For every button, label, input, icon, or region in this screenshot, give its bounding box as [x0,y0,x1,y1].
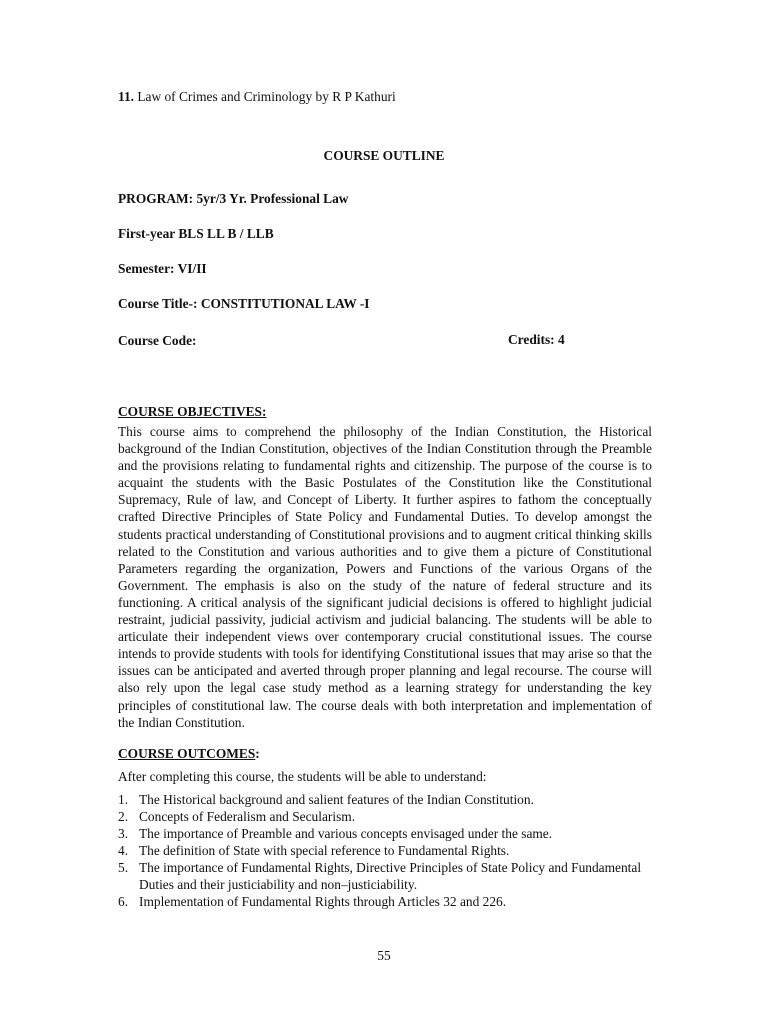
outcomes-list [118,791,652,910]
list-item-text: The importance of Preamble and various concepts envisaged under the same. [139,826,553,841]
list-item [118,893,652,910]
list-item [118,825,652,842]
outcomes-heading: COURSE OUTCOMES [118,746,256,761]
course-outline-heading: COURSE OUTLINE [323,148,445,163]
reference-line [118,88,396,105]
list-item-number: 4. [118,843,129,858]
year-line: First-year BLS LL B / LLB [118,226,274,241]
list-item-text: Implementation of Fundamental Rights through Articles 32 and 226. [139,894,507,909]
list-item [118,791,652,808]
outcomes-intro: After completing this course, the students will be able to understand: [118,769,487,784]
objectives-heading: COURSE OBJECTIVES: [118,404,267,419]
objectives-paragraph: This course aims to comprehend the philosophy of the Indian Constitution, the Historical background of the Indian Constitution, objectives of the Indian Constitution through the Preamble and the provisions relating to fundamental rights and citizenship. The purpose of the course is to acquaint the students with the Basic Postulates of the Constitution like the Constitutional Supremacy, Rule of law, and Concept of Liberty. It further aspires to fathom the conceptually crafted Directive Principles of State Policy and Fundamental Duties. To develop amongst the students practical understanding of Constitutional provisions and to augment critical thinking skills related to the Constitution and various authorities and to give them a picture of Constitutional Parameters regarding the organization, Powers and Functions of the various Organs of the Government. The emphasis is also on the study of the nature of federal structure and its functioning. A critical analysis of the significant judicial decisions is offered to highlight judicial restraint, judicial passivity, judicial activism and judicial balancing. The students will be able to articulate their independent views over contemporary crucial constitutional issues. The course intends to provide students with tools for identifying Constitutional issues that may arise so that the issues can be anticipated and averted through proper planning and legal recourse. The course will also rely upon the legal case study method as a learning strategy for understanding the key principles of constitutional law. The course deals with both interpretation and implementation of the Indian Constitution. [118,424,652,730]
credits-label: Credits: 4 [508,332,565,347]
outcomes-heading-line [118,745,260,762]
list-item-text: The definition of State with special reference to Fundamental Rights. [139,843,510,858]
semester-line: Semester: VI/II [118,261,207,276]
list-item-number: 2. [118,809,129,824]
list-item [118,808,652,825]
list-item-number: 6. [118,894,129,909]
list-item-text: The Historical background and salient features of the Indian Constitution. [139,792,534,807]
list-item-number: 3. [118,826,129,841]
list-item-number: 1. [118,792,129,807]
list-item-number: 5. [118,860,129,875]
list-item-text: The importance of Fundamental Rights, Directive Principles of State Policy and Fundamental Duties and their justiciability and non–justiciability. [139,860,642,892]
reference-text: Law of Crimes and Criminology by R P Kathuri [134,89,396,104]
list-item [118,859,652,893]
list-item [118,842,652,859]
reference-number: 11. [118,89,134,104]
outcomes-heading-colon: : [255,746,260,761]
list-item-text: Concepts of Federalism and Secularism. [139,809,356,824]
course-title-line: Course Title-: CONSTITUTIONAL LAW -I [118,296,370,311]
program-line: PROGRAM: 5yr/3 Yr. Professional Law [118,191,349,206]
course-code-label: Course Code: [118,333,197,348]
page-number: 55 [377,948,391,963]
